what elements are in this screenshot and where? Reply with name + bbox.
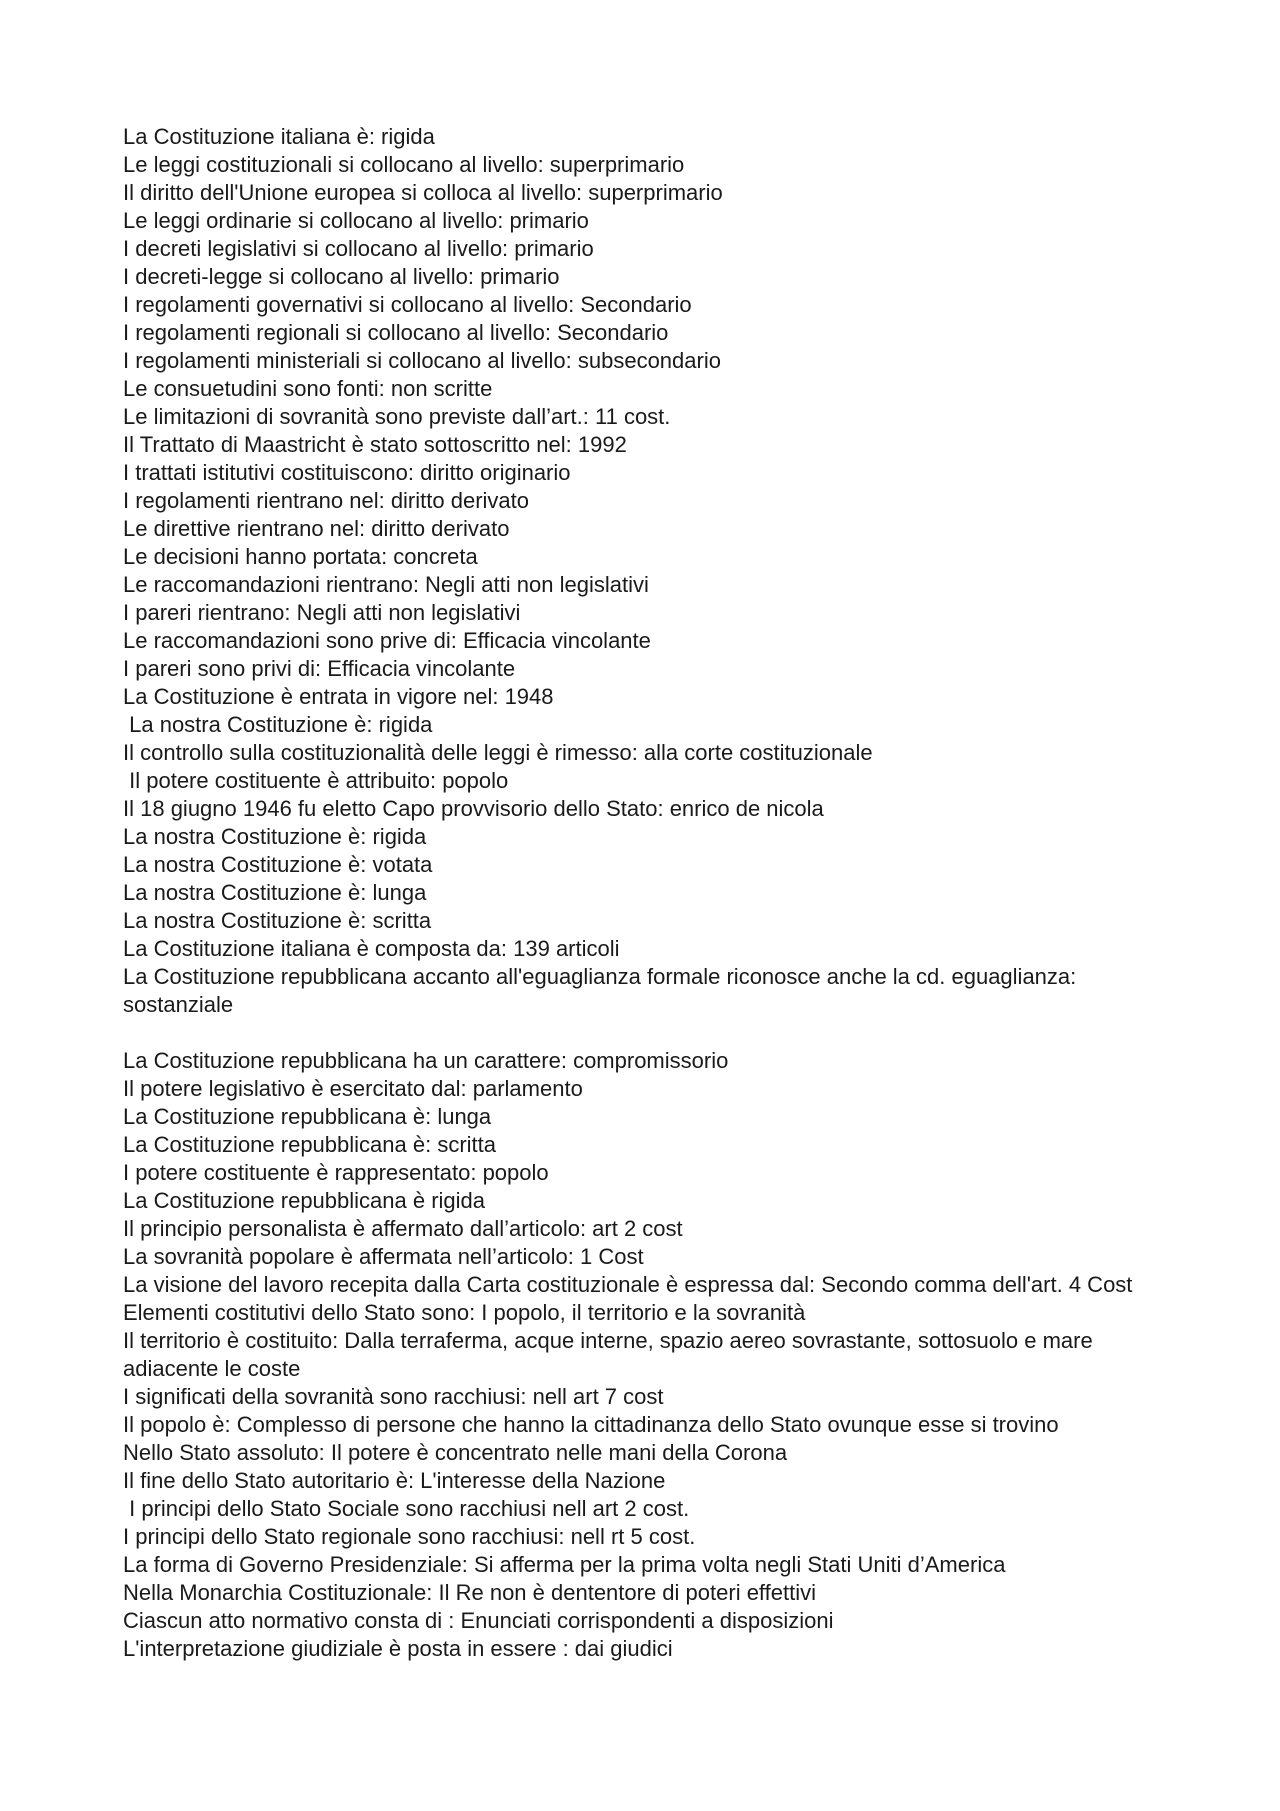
text-line: La nostra Costituzione è: lunga [123, 880, 427, 905]
text-line: I significati della sovranità sono racchiusi: nell art 7 cost [123, 1384, 664, 1409]
text-line: I potere costituente è rappresentato: popolo [123, 1160, 549, 1185]
text-line: Le raccomandazioni rientrano: Negli atti non legislativi [123, 572, 649, 597]
text-line: Le leggi costituzionali si collocano al livello: superprimario [123, 152, 685, 177]
text-block-2 [123, 1047, 1173, 1663]
document-text [123, 123, 1173, 1663]
text-line: I principi dello Stato regionale sono racchiusi: nell rt 5 cost. [123, 1524, 696, 1549]
text-line: Il diritto dell'Unione europea si colloca al livello: superprimario [123, 180, 723, 205]
text-line: La nostra Costituzione è: rigida [123, 824, 427, 849]
text-line: La Costituzione repubblicana ha un carattere: compromissorio [123, 1048, 729, 1073]
text-line: Le raccomandazioni sono prive di: Efficacia vincolante [123, 628, 651, 653]
text-line: I decreti legislativi si collocano al livello: primario [123, 236, 594, 261]
text-line: Nello Stato assoluto: Il potere è concentrato nelle mani della Corona [123, 1440, 788, 1465]
text-line: La Costituzione repubblicana accanto all'eguaglianza formale riconosce anche la cd. eguaglianza: sostanziale [123, 964, 1083, 1017]
text-line: Le decisioni hanno portata: concreta [123, 544, 478, 569]
text-line: Elementi costitutivi dello Stato sono: I popolo, il territorio e la sovranità [123, 1300, 806, 1325]
text-line: Il Trattato di Maastricht è stato sottoscritto nel: 1992 [123, 432, 627, 457]
text-line: Il territorio è costituito: Dalla terraferma, acque interne, spazio aereo sovrastante, sottosuolo e mare adiacente le coste [123, 1328, 1099, 1381]
text-line: La forma di Governo Presidenziale: Si afferma per la prima volta negli Stati Uniti d’America [123, 1552, 1006, 1577]
text-line: La Costituzione italiana è: rigida [123, 124, 435, 149]
text-line: La Costituzione repubblicana è: scritta [123, 1132, 496, 1157]
text-line: La nostra Costituzione è: rigida [123, 712, 433, 737]
text-line: La Costituzione repubblicana è: lunga [123, 1104, 492, 1129]
text-line: Il 18 giugno 1946 fu eletto Capo provvisorio dello Stato: enrico de nicola [123, 796, 824, 821]
text-line: Le limitazioni di sovranità sono previste dall’art.: 11 cost. [123, 404, 671, 429]
text-line: I regolamenti regionali si collocano al livello: Secondario [123, 320, 669, 345]
text-line: La Costituzione è entrata in vigore nel: 1948 [123, 684, 554, 709]
text-line: Il potere legislativo è esercitato dal: parlamento [123, 1076, 583, 1101]
text-line: Il principio personalista è affermato dall’articolo: art 2 cost [123, 1216, 683, 1241]
text-line: I regolamenti governativi si collocano al livello: Secondario [123, 292, 692, 317]
text-line: Le consuetudini sono fonti: non scritte [123, 376, 493, 401]
text-line: Nella Monarchia Costituzionale: Il Re non è dententore di poteri effettivi [123, 1580, 816, 1605]
text-line: I trattati istitutivi costituiscono: diritto originario [123, 460, 571, 485]
text-line: Il controllo sulla costituzionalità delle leggi è rimesso: alla corte costituzionale [123, 740, 873, 765]
paragraph-gap [123, 1019, 1173, 1047]
text-line: Il popolo è: Complesso di persone che hanno la cittadinanza dello Stato ovunque esse si trovino [123, 1412, 1059, 1437]
text-line: Le direttive rientrano nel: diritto derivato [123, 516, 510, 541]
text-line: Le leggi ordinarie si collocano al livello: primario [123, 208, 589, 233]
text-line: I decreti-legge si collocano al livello: primario [123, 264, 560, 289]
text-line: La Costituzione repubblicana è rigida [123, 1188, 486, 1213]
text-line: I regolamenti ministeriali si collocano al livello: subsecondario [123, 348, 721, 373]
text-line: La visione del lavoro recepita dalla Carta costituzionale è espressa dal: Secondo comma dell'art. 4 Cost [123, 1272, 1133, 1297]
text-line: La nostra Costituzione è: scritta [123, 908, 432, 933]
text-line: Il fine dello Stato autoritario è: L'interesse della Nazione [123, 1468, 666, 1493]
text-line: La nostra Costituzione è: votata [123, 852, 433, 877]
text-line: I principi dello Stato Sociale sono racchiusi nell art 2 cost. [123, 1496, 690, 1521]
text-line: Il potere costituente è attribuito: popolo [123, 768, 509, 793]
text-line: I pareri rientrano: Negli atti non legislativi [123, 600, 521, 625]
text-line: Ciascun atto normativo consta di : Enunciati corrispondenti a disposizioni [123, 1608, 834, 1633]
text-line: La Costituzione italiana è composta da: 139 articoli [123, 936, 620, 961]
text-line: I regolamenti rientrano nel: diritto derivato [123, 488, 529, 513]
text-line: L'interpretazione giudiziale è posta in essere : dai giudici [123, 1636, 673, 1661]
text-line: La sovranità popolare è affermata nell’articolo: 1 Cost [123, 1244, 644, 1269]
text-block-1 [123, 123, 1173, 1019]
text-line: I pareri sono privi di: Efficacia vincolante [123, 656, 516, 681]
